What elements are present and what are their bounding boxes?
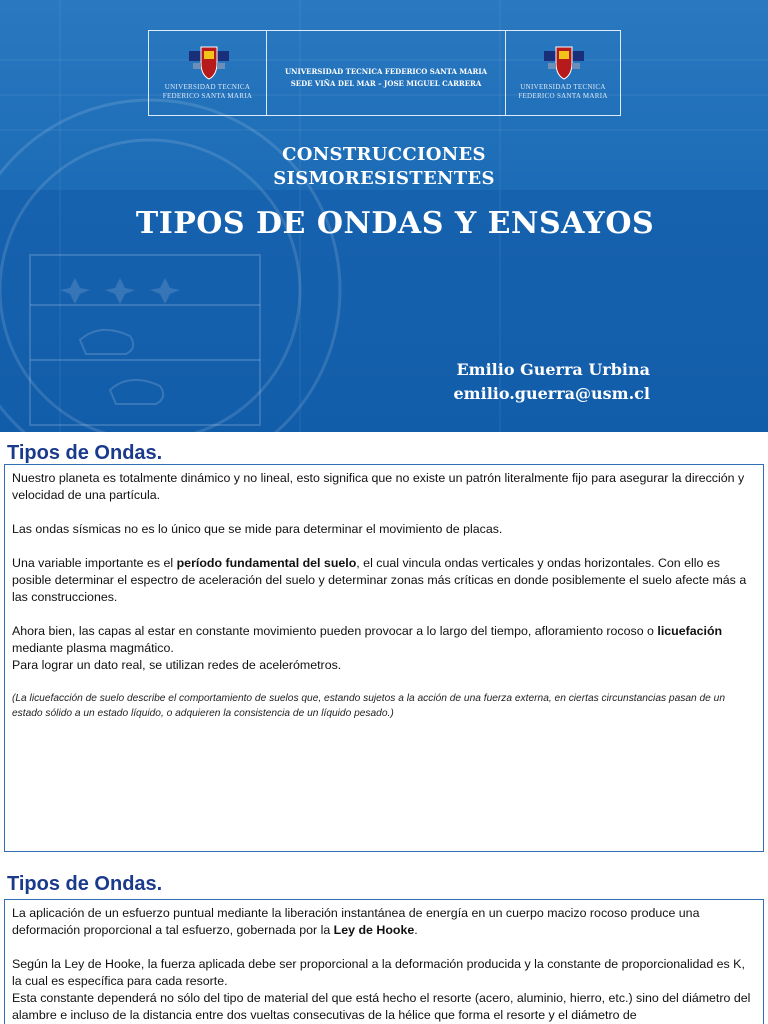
crest-caption-line1: UNIVERSIDAD TECNICA bbox=[520, 83, 606, 91]
text-run: mediante plasma magmático. bbox=[12, 641, 174, 655]
university-name: UNIVERSIDAD TECNICA FEDERICO SANTA MARIA bbox=[284, 67, 488, 76]
slide-tipos-de-ondas-1 bbox=[0, 434, 768, 858]
footnote: (La licuefacción de suelo describe el comportamiento de suelos que, estando sujetos a la acción de una fuerza externa, en ciertas circunstancias pasan de un estado sólido a un estado líquido, o adquieren la consistencia de un líquido pesado.) bbox=[12, 693, 725, 719]
crest-left bbox=[149, 31, 267, 115]
text-run: , el cual vincula ondas verticales y ondas horizontales. Con ello es posible determinar el espectro de aceleración del suelo y determinar zonas más críticas en donde posiblemente el suelo afecte más a las construcciones. bbox=[12, 556, 747, 604]
university-crest-icon bbox=[189, 45, 229, 81]
crest-caption-line2: FEDERICO SANTA MARIA bbox=[518, 92, 608, 100]
crest-right bbox=[505, 31, 620, 115]
author-email[interactable]: emilio.guerra@usm.cl bbox=[453, 384, 650, 403]
paragraph bbox=[12, 905, 757, 939]
campus-name: SEDE VIÑA DEL MAR – JOSE MIGUEL CARRERA bbox=[290, 79, 482, 88]
crest-caption-line1: UNIVERSIDAD TECNICA bbox=[164, 83, 251, 91]
bold-term: Ley de Hooke bbox=[333, 923, 415, 937]
content-box bbox=[4, 899, 764, 1024]
bold-term: licuefación bbox=[657, 624, 723, 638]
institution-name bbox=[267, 31, 505, 115]
crest-caption-line2: FEDERICO SANTA MARIA bbox=[162, 92, 253, 100]
university-crest-icon bbox=[544, 45, 584, 81]
presentation-title: TIPOS DE ONDAS Y ENSAYOS bbox=[135, 206, 655, 241]
slide-title: Tipos de Ondas. bbox=[7, 442, 163, 464]
paragraph bbox=[12, 623, 757, 657]
course-name-line2: SISMORESISTENTES bbox=[273, 168, 495, 189]
institution-header bbox=[148, 30, 621, 116]
text-run: . bbox=[414, 923, 418, 937]
author-name: Emilio Guerra Urbina bbox=[456, 360, 650, 379]
course-name-line1: CONSTRUCCIONES bbox=[282, 144, 486, 165]
bold-term: período fundamental del suelo bbox=[176, 556, 357, 570]
slide-title: Tipos de Ondas. bbox=[7, 873, 163, 895]
slide-tipos-de-ondas-2 bbox=[0, 862, 768, 1024]
paragraph bbox=[12, 555, 757, 606]
title-slide bbox=[0, 0, 768, 432]
text-run: Una variable importante es el bbox=[12, 556, 177, 570]
paragraph: Según la Ley de Hooke, la fuerza aplicada debe ser proporcional a la deformación producida y la constante de proporcionalidad es K, la cual es específica para cada resorte. bbox=[12, 957, 745, 988]
text-run: La aplicación de un esfuerzo puntual mediante la liberación instantánea de energía en un cuerpo macizo rocoso produce una deformación proporcional a tal esfuerzo, gobernada por la bbox=[12, 906, 700, 937]
paragraph: Nuestro planeta es totalmente dinámico y no lineal, esto significa que no existe un patrón literalmente fijo para asegurar la dirección y velocidad de una partícula. bbox=[12, 471, 745, 502]
content-box bbox=[4, 464, 764, 852]
paragraph: Las ondas sísmicas no es lo único que se mide para determinar el movimiento de placas. bbox=[12, 522, 503, 536]
paragraph: Para lograr un dato real, se utilizan redes de acelerómetros. bbox=[12, 658, 342, 672]
paragraph: Esta constante dependerá no sólo del tipo de material del que está hecho el resorte (acero, aluminio, hierro, etc.) sino del diámetro del alambre e incluso de la distancia entre dos vueltas consecutivas de la hélice que forma el resorte y el diámetro de bbox=[12, 991, 751, 1022]
text-run: Ahora bien, las capas al estar en constante movimiento pueden provocar a lo largo del tiempo, afloramiento rocoso o bbox=[12, 624, 658, 638]
